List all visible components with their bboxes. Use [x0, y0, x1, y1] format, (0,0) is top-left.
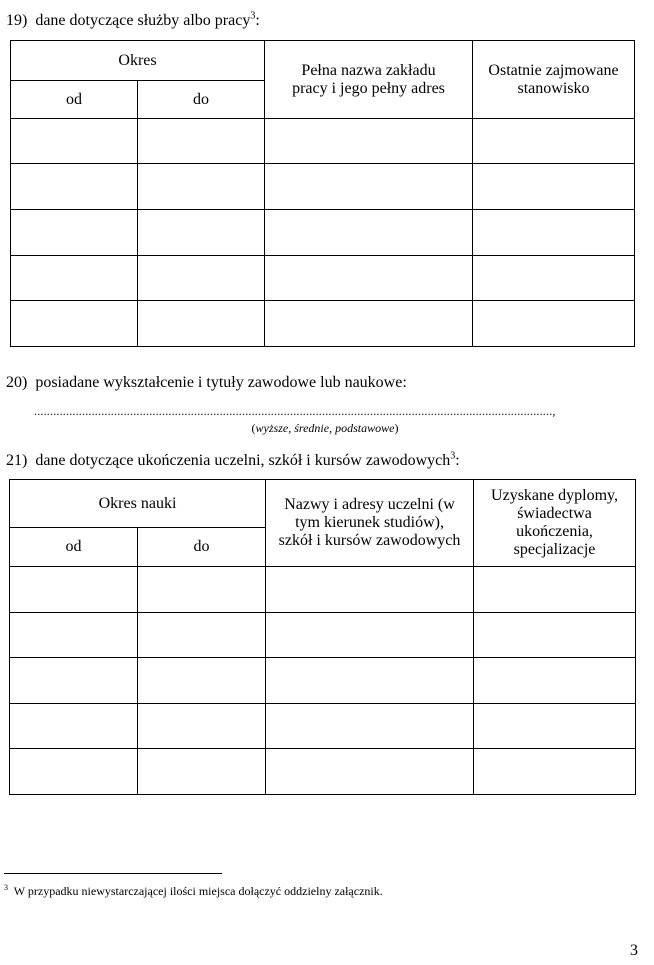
employment-position-header: Ostatnie zajmowane stanowisko: [473, 41, 635, 119]
section-21-heading: [6, 452, 460, 470]
education-hint: (wyższe, średnie, podstawowe): [251, 421, 399, 435]
employment-name-cell[interactable]: [265, 210, 473, 256]
education-diplomas-cell[interactable]: [474, 613, 636, 658]
footnote-text: W przypadku niewystarczającej ilości miejsca dołączyć oddzielny załącznik.: [13, 884, 383, 898]
table-row: [11, 256, 635, 301]
table-row: [11, 119, 635, 164]
section-21-title: dane dotyczące ukończenia uczelni, szkół i kursów zawodowych: [35, 452, 451, 469]
table-row: [11, 301, 635, 347]
footnote-marker: 3: [4, 883, 8, 892]
education-period-header: Okres nauki: [10, 480, 266, 528]
education-name-header: Nazwy i adresy uczelni (w tym kierunek studiów), szkół i kursów zawodowych: [266, 480, 474, 567]
education-to-header: do: [138, 528, 266, 567]
education-from-cell[interactable]: [10, 567, 138, 613]
table-row: [10, 567, 636, 613]
employment-from-cell[interactable]: [11, 119, 138, 164]
employment-to-cell[interactable]: [138, 301, 265, 347]
section-20-heading: [6, 374, 407, 392]
table-row: [10, 658, 636, 704]
education-diplomas-cell[interactable]: [474, 704, 636, 749]
employment-name-cell[interactable]: [265, 164, 473, 210]
employment-name-cell[interactable]: [265, 119, 473, 164]
education-name-cell[interactable]: [266, 749, 474, 795]
section-19-heading: [6, 12, 260, 30]
section-19-number: 19): [6, 12, 28, 29]
employment-period-header: Okres: [11, 41, 265, 81]
education-name-cell[interactable]: [266, 613, 474, 658]
employment-to-cell[interactable]: [138, 210, 265, 256]
employment-to-cell[interactable]: [138, 256, 265, 301]
education-diplomas-cell[interactable]: [474, 658, 636, 704]
education-from-header: od: [10, 528, 138, 567]
table-row: [10, 704, 636, 749]
education-from-cell[interactable]: [10, 704, 138, 749]
education-dotted-line[interactable]: ..................................................................................................................................................................,: [34, 404, 556, 418]
table-row: [11, 164, 635, 210]
table-row: [10, 613, 636, 658]
employment-name-cell[interactable]: [265, 301, 473, 347]
footnote: [4, 884, 383, 898]
education-name-cell[interactable]: [266, 704, 474, 749]
education-to-cell[interactable]: [138, 704, 266, 749]
employment-to-header: do: [138, 81, 265, 119]
employment-name-cell[interactable]: [265, 256, 473, 301]
education-to-cell[interactable]: [138, 613, 266, 658]
education-from-cell[interactable]: [10, 613, 138, 658]
employment-position-cell[interactable]: [473, 301, 635, 347]
table-row: [11, 210, 635, 256]
employment-from-cell[interactable]: [11, 301, 138, 347]
section-19-title: dane dotyczące służby albo pracy: [35, 12, 251, 29]
education-name-cell[interactable]: [266, 567, 474, 613]
employment-name-header: Pełna nazwa zakładu pracy i jego pełny adres: [265, 41, 473, 119]
section-19-colon: :: [255, 12, 260, 29]
employment-position-cell[interactable]: [473, 164, 635, 210]
table-row: [10, 749, 636, 795]
footnote-rule: [4, 873, 222, 874]
section-20-number: 20): [6, 374, 28, 391]
education-from-cell[interactable]: [10, 749, 138, 795]
section-21-footnote-ref: 3: [450, 450, 456, 462]
page-number: 3: [630, 942, 638, 959]
employment-from-cell[interactable]: [11, 256, 138, 301]
section-19-footnote-ref: 3: [250, 10, 256, 22]
education-table: [9, 479, 636, 795]
section-20-title: posiadane wykształcenie i tytuły zawodowe lub naukowe:: [35, 374, 407, 391]
education-diplomas-header: Uzyskane dyplomy, świadectwa ukończenia, specjalizacje: [474, 480, 636, 567]
education-to-cell[interactable]: [138, 567, 266, 613]
education-diplomas-cell[interactable]: [474, 749, 636, 795]
employment-from-cell[interactable]: [11, 210, 138, 256]
employment-table: [10, 40, 635, 347]
education-diplomas-cell[interactable]: [474, 567, 636, 613]
section-21-number: 21): [6, 452, 28, 469]
education-name-cell[interactable]: [266, 658, 474, 704]
employment-from-header: od: [11, 81, 138, 119]
education-to-cell[interactable]: [138, 658, 266, 704]
section-21-colon: :: [455, 452, 460, 469]
employment-position-cell[interactable]: [473, 256, 635, 301]
employment-to-cell[interactable]: [138, 164, 265, 210]
education-from-cell[interactable]: [10, 658, 138, 704]
employment-to-cell[interactable]: [138, 119, 265, 164]
education-to-cell[interactable]: [138, 749, 266, 795]
employment-position-cell[interactable]: [473, 210, 635, 256]
employment-from-cell[interactable]: [11, 164, 138, 210]
employment-position-cell[interactable]: [473, 119, 635, 164]
